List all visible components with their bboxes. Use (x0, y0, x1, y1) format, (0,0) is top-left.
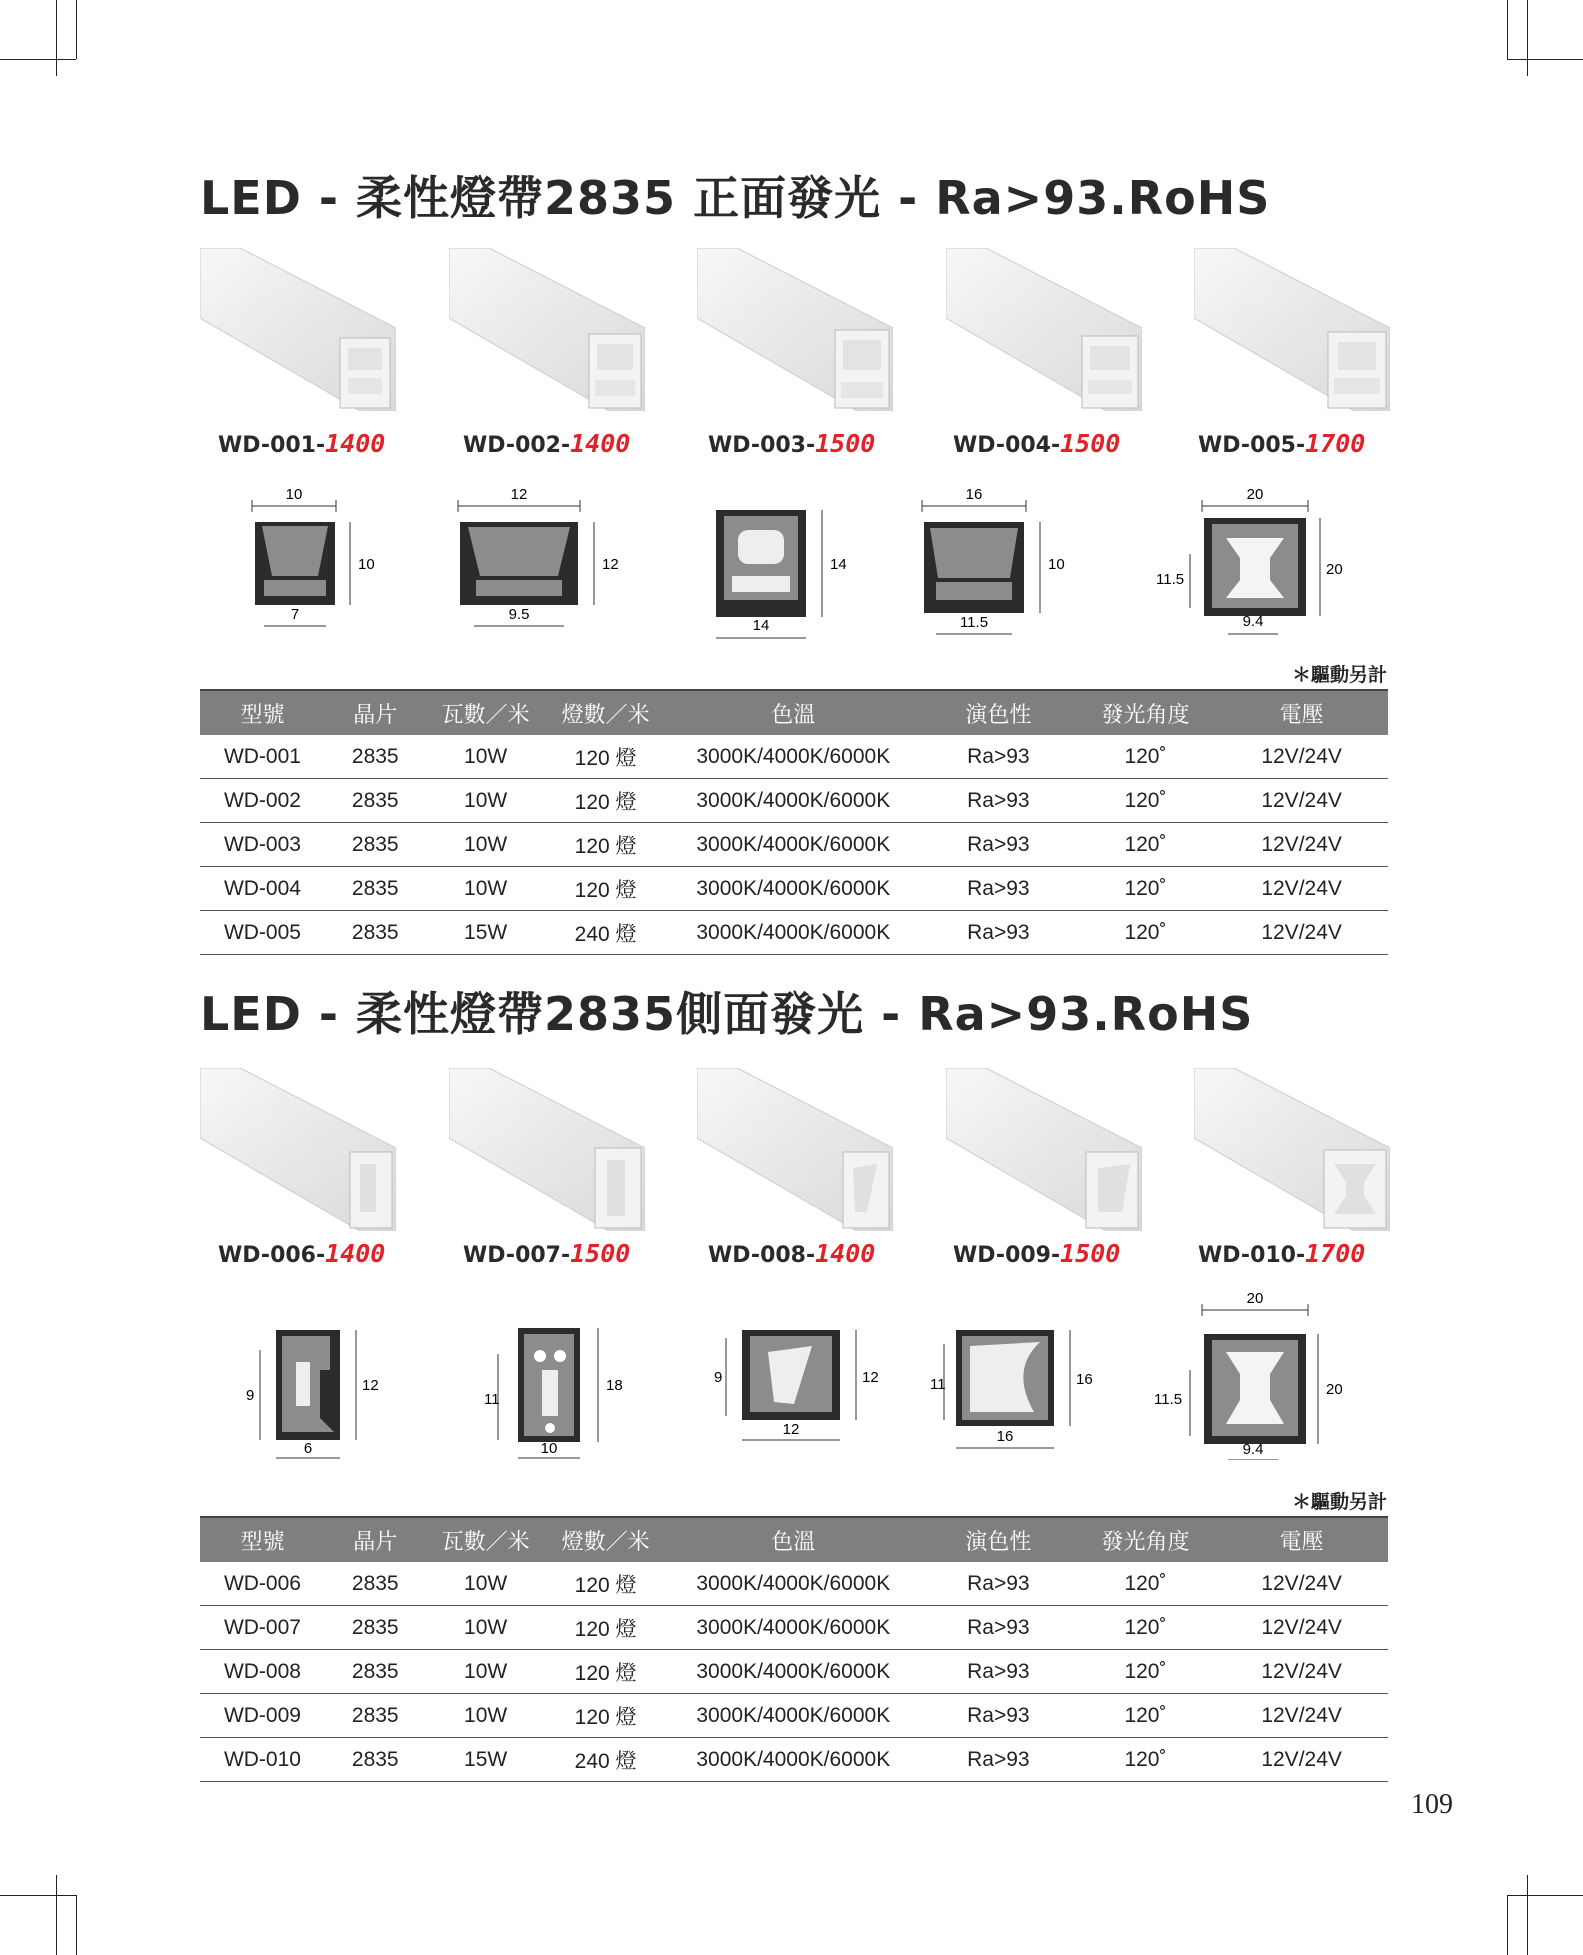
product-photo-wd-003 (697, 248, 893, 411)
profile-diagram-wd-008 (676, 1290, 914, 1460)
profile-diagram-wd-007 (438, 1290, 676, 1460)
cell: WD-007 (200, 1606, 325, 1650)
cell: Ra>93 (921, 1562, 1076, 1606)
svg-text:12: 12 (862, 1369, 879, 1386)
cell: 120 燈 (546, 823, 666, 867)
section-1-models (218, 429, 1398, 458)
cell: 10W (426, 867, 546, 911)
svg-text:20: 20 (1326, 1381, 1343, 1398)
section-1-title: LED - 柔性燈帶2835 正面發光 - Ra>93.RoHS (200, 171, 1271, 225)
profile-diagram-wd-006 (200, 1290, 438, 1460)
svg-text:9.5: 9.5 (508, 606, 530, 623)
product-photo-wd-010 (1194, 1068, 1390, 1231)
svg-text:6: 6 (303, 1440, 313, 1457)
cell: 3000K/4000K/6000K (666, 1650, 921, 1694)
product-photo-wd-007 (449, 1068, 645, 1231)
svg-text:9.4: 9.4 (1242, 613, 1264, 630)
cell: 120˚ (1076, 1738, 1216, 1782)
cell: 12V/24V (1215, 911, 1388, 955)
cell: 12V/24V (1215, 823, 1388, 867)
svg-text:20: 20 (1326, 561, 1343, 578)
profile-diagram-wd-002 (438, 480, 676, 650)
column-header: 發光角度 (1076, 1517, 1216, 1562)
spec-table-1 (200, 689, 1388, 955)
profile-diagram-wd-009 (914, 1290, 1152, 1460)
table-row (200, 911, 1388, 955)
cell: 3000K/4000K/6000K (666, 1738, 921, 1782)
cell: 10W (426, 779, 546, 823)
column-header: 型號 (200, 1517, 325, 1562)
svg-text:10: 10 (540, 1440, 558, 1457)
table-row (200, 1562, 1388, 1606)
table-row (200, 1650, 1388, 1694)
cell: 2835 (325, 1650, 426, 1694)
column-header: 晶片 (325, 1517, 426, 1562)
cell: 12V/24V (1215, 1606, 1388, 1650)
cell: 3000K/4000K/6000K (666, 779, 921, 823)
section-1-photos (200, 248, 1390, 411)
profile-diagram-wd-004 (914, 480, 1152, 650)
table-row (200, 735, 1388, 779)
driver-note: ＊驅動另計 (1291, 1491, 1387, 1513)
cell: 240 燈 (546, 1738, 666, 1782)
table-row (200, 1738, 1388, 1782)
cell: 15W (426, 911, 546, 955)
cell: WD-002 (200, 779, 325, 823)
cell: WD-005 (200, 911, 325, 955)
cell: 3000K/4000K/6000K (666, 911, 921, 955)
table-row (200, 779, 1388, 823)
profile-diagram-wd-003 (676, 480, 914, 650)
section-1-profiles (200, 480, 1390, 650)
spec-table-2 (200, 1516, 1388, 1782)
cell: 120˚ (1076, 823, 1216, 867)
cell: 3000K/4000K/6000K (666, 823, 921, 867)
table-header-row (200, 1517, 1388, 1562)
section-2-models (218, 1239, 1398, 1268)
svg-text:11.5: 11.5 (959, 614, 989, 631)
cell: 120 燈 (546, 867, 666, 911)
cell: Ra>93 (921, 1606, 1076, 1650)
cell: 12V/24V (1215, 1738, 1388, 1782)
svg-text:14: 14 (752, 617, 770, 634)
cell: 3000K/4000K/6000K (666, 1606, 921, 1650)
cell: 120˚ (1076, 867, 1216, 911)
column-header: 燈數／米 (546, 690, 666, 735)
cell: WD-001 (200, 735, 325, 779)
column-header: 色溫 (666, 690, 921, 735)
svg-text:12: 12 (782, 1421, 800, 1438)
cell: 2835 (325, 735, 426, 779)
column-header: 型號 (200, 690, 325, 735)
model-label: WD-001-1400 (218, 429, 386, 458)
product-photo-wd-006 (200, 1068, 396, 1231)
column-header: 電壓 (1215, 690, 1388, 735)
cell: 10W (426, 1650, 546, 1694)
cell: Ra>93 (921, 911, 1076, 955)
cell: Ra>93 (921, 1738, 1076, 1782)
table-row (200, 867, 1388, 911)
product-photo-wd-005 (1194, 248, 1390, 411)
cell: WD-006 (200, 1562, 325, 1606)
column-header: 晶片 (325, 690, 426, 735)
column-header: 電壓 (1215, 1517, 1388, 1562)
cell: 120˚ (1076, 1694, 1216, 1738)
model-label: WD-003-1500 (708, 429, 876, 458)
svg-text:10: 10 (358, 556, 375, 573)
column-header: 燈數／米 (546, 1517, 666, 1562)
svg-text:18: 18 (606, 1377, 623, 1394)
svg-text:12: 12 (602, 556, 619, 573)
cell: 3000K/4000K/6000K (666, 867, 921, 911)
cell: WD-009 (200, 1694, 325, 1738)
cell: 2835 (325, 867, 426, 911)
column-header: 瓦數／米 (426, 690, 546, 735)
column-header: 演色性 (921, 1517, 1076, 1562)
table-row (200, 1694, 1388, 1738)
cell: 12V/24V (1215, 867, 1388, 911)
svg-text:12: 12 (362, 1377, 379, 1394)
cell: 12V/24V (1215, 735, 1388, 779)
cell: Ra>93 (921, 1694, 1076, 1738)
svg-text:20: 20 (1246, 1290, 1264, 1307)
cell: 120˚ (1076, 911, 1216, 955)
model-label: WD-005-1700 (1198, 429, 1366, 458)
cell: Ra>93 (921, 867, 1076, 911)
cell: 2835 (325, 823, 426, 867)
cell: 120 燈 (546, 1606, 666, 1650)
product-photo-wd-004 (946, 248, 1142, 411)
cell: 3000K/4000K/6000K (666, 1562, 921, 1606)
svg-text:10: 10 (285, 486, 303, 503)
model-label: WD-009-1500 (953, 1239, 1121, 1268)
cell: 3000K/4000K/6000K (666, 735, 921, 779)
page-number: 109 (1411, 1789, 1453, 1820)
product-photo-wd-009 (946, 1068, 1142, 1231)
cell: 120˚ (1076, 735, 1216, 779)
cell: 2835 (325, 1606, 426, 1650)
table-row (200, 1606, 1388, 1650)
model-label: WD-007-1500 (463, 1239, 631, 1268)
cell: 15W (426, 1738, 546, 1782)
model-label: WD-004-1500 (953, 429, 1121, 458)
svg-text:9: 9 (246, 1387, 255, 1404)
cell: 10W (426, 1606, 546, 1650)
profile-diagram-wd-010 (1152, 1290, 1390, 1460)
column-header: 發光角度 (1076, 690, 1216, 735)
cell: 10W (426, 823, 546, 867)
model-label: WD-008-1400 (708, 1239, 876, 1268)
cell: 10W (426, 1562, 546, 1606)
cell: 12V/24V (1215, 779, 1388, 823)
svg-text:16: 16 (965, 486, 983, 503)
cell: 10W (426, 1694, 546, 1738)
cell: 10W (426, 735, 546, 779)
driver-note: ＊驅動另計 (1291, 664, 1387, 686)
cell: WD-004 (200, 867, 325, 911)
cell: 120 燈 (546, 735, 666, 779)
cell: 120 燈 (546, 1694, 666, 1738)
svg-text:10: 10 (1048, 556, 1065, 573)
product-photo-wd-001 (200, 248, 396, 411)
cell: WD-008 (200, 1650, 325, 1694)
model-label: WD-006-1400 (218, 1239, 386, 1268)
cell: 2835 (325, 1738, 426, 1782)
cell: 240 燈 (546, 911, 666, 955)
cell: 120˚ (1076, 779, 1216, 823)
svg-text:11: 11 (484, 1391, 500, 1408)
svg-text:11.5: 11.5 (1154, 1391, 1183, 1408)
cell: 3000K/4000K/6000K (666, 1694, 921, 1738)
model-label: WD-010-1700 (1198, 1239, 1366, 1268)
cell: Ra>93 (921, 735, 1076, 779)
svg-text:11: 11 (930, 1376, 946, 1393)
svg-text:16: 16 (1076, 1371, 1093, 1388)
cell: 12V/24V (1215, 1650, 1388, 1694)
svg-text:9.4: 9.4 (1242, 1441, 1264, 1458)
table-header-row (200, 690, 1388, 735)
cell: 120 燈 (546, 779, 666, 823)
cell: WD-010 (200, 1738, 325, 1782)
cell: 2835 (325, 779, 426, 823)
cell: 120 燈 (546, 1562, 666, 1606)
cell: 2835 (325, 911, 426, 955)
cell: 12V/24V (1215, 1562, 1388, 1606)
cell: 120˚ (1076, 1606, 1216, 1650)
cell: Ra>93 (921, 779, 1076, 823)
table-row (200, 823, 1388, 867)
cell: 12V/24V (1215, 1694, 1388, 1738)
cell: WD-003 (200, 823, 325, 867)
product-photo-wd-008 (697, 1068, 893, 1231)
column-header: 演色性 (921, 690, 1076, 735)
cell: 2835 (325, 1562, 426, 1606)
profile-diagram-wd-001 (200, 480, 438, 650)
column-header: 色溫 (666, 1517, 921, 1562)
svg-text:20: 20 (1246, 486, 1264, 503)
cell: 120˚ (1076, 1562, 1216, 1606)
svg-text:12: 12 (510, 486, 528, 503)
cell: 120 燈 (546, 1650, 666, 1694)
cell: 120˚ (1076, 1650, 1216, 1694)
section-2-profiles (200, 1290, 1390, 1460)
section-2-photos (200, 1068, 1390, 1231)
cell: 2835 (325, 1694, 426, 1738)
model-label: WD-002-1400 (463, 429, 631, 458)
svg-text:9: 9 (714, 1369, 723, 1386)
section-2-title: LED - 柔性燈帶2835側面發光 - Ra>93.RoHS (200, 987, 1254, 1041)
svg-text:14: 14 (830, 556, 847, 573)
svg-text:7: 7 (290, 606, 300, 623)
product-photo-wd-002 (449, 248, 645, 411)
cell: Ra>93 (921, 823, 1076, 867)
profile-diagram-wd-005 (1152, 480, 1390, 650)
svg-text:11.5: 11.5 (1156, 571, 1185, 588)
svg-text:16: 16 (996, 1428, 1014, 1445)
cell: Ra>93 (921, 1650, 1076, 1694)
column-header: 瓦數／米 (426, 1517, 546, 1562)
